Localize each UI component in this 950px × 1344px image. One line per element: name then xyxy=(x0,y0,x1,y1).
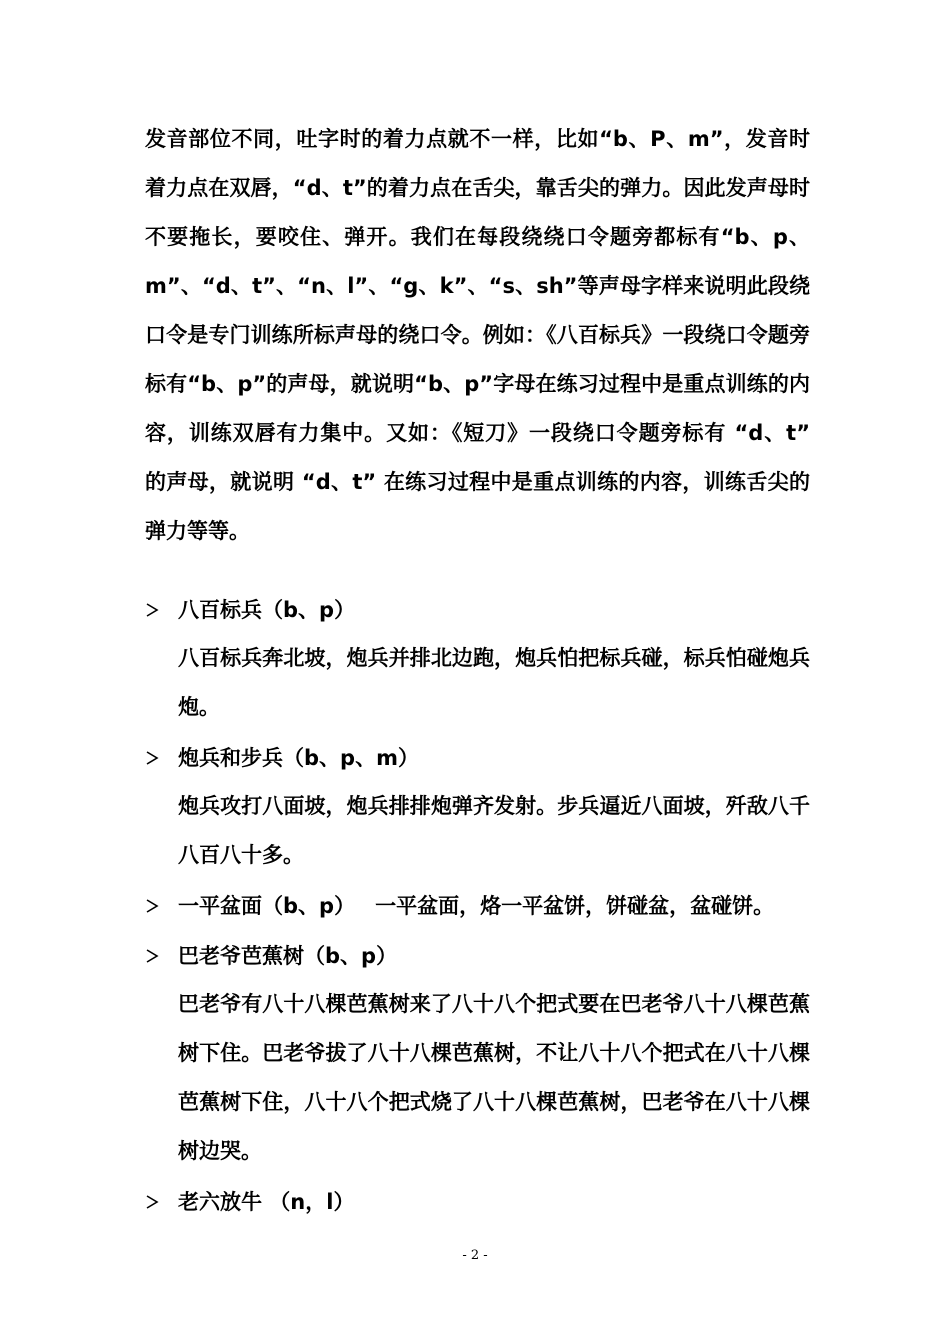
list-item xyxy=(145,586,810,732)
entry-heading xyxy=(145,882,810,930)
arrow-bullet-icon xyxy=(145,949,159,963)
arrow-bullet-icon xyxy=(145,899,159,913)
entry-title: 炮兵和步兵（b、p、m） xyxy=(178,746,419,770)
intro-paragraph: 发音部位不同，吐字时的着力点就不一样，比如“b、P、m”，发音时着力点在双唇，“d、t”的着力点在舌尖，靠舌尖的弹力。因此发声母时不要拖长，要咬住、弹开。我们在每段绕绕口令题旁都标有“b、p、m”、“d、t”、“n、l”、“g、k”、“s、sh”等声母字样来说明此段绕口令是专门训练所标声母的绕口令。例如：《八百标兵》一段绕口令题旁标有“b、p”的声母，就说明“b、p”字母在练习过程中是重点训练的内容，训练双唇有力集中。又如：《短刀》一段绕口令题旁标有 “d、t” 的声母，就说明 “d、t” 在练习过程中是重点训练的内容，训练舌尖的弹力等等。 xyxy=(145,127,810,543)
entry-title: 一平盆面（b、p） xyxy=(178,894,356,918)
entry-inline-body: 一平盆面，烙一平盆饼，饼碰盆，盆碰饼。 xyxy=(375,894,775,918)
entry-body: 八百标兵奔北坡，炮兵并排北边跑，炮兵怕把标兵碰，标兵怕碰炮兵炮。 xyxy=(178,646,810,719)
arrow-bullet-icon xyxy=(145,603,159,617)
entry-heading xyxy=(145,586,810,634)
page-number: - 2 - xyxy=(462,1248,488,1263)
entry-heading xyxy=(145,932,810,980)
entry-body: 炮兵攻打八面坡，炮兵排排炮弹齐发射。步兵逼近八面坡，歼敌八千八百八十多。 xyxy=(178,794,810,867)
entry-heading xyxy=(145,1178,810,1226)
intro-section xyxy=(145,115,810,556)
entry-title: 巴老爷芭蕉树（b、p） xyxy=(178,944,398,968)
arrow-bullet-icon xyxy=(145,1195,159,1209)
tongue-twister-list xyxy=(145,586,810,1228)
list-item xyxy=(145,932,810,1176)
list-item xyxy=(145,882,810,930)
entry-heading xyxy=(145,734,810,782)
arrow-bullet-icon xyxy=(145,751,159,765)
entry-title: 八百标兵（b、p） xyxy=(178,598,356,622)
entry-body: 巴老爷有八十八棵芭蕉树来了八十八个把式要在巴老爷八十八棵芭蕉树下住。巴老爷拔了八十八棵芭蕉树，不让八十八个把式在八十八棵芭蕉树下住，八十八个把式烧了八十八棵芭蕉树，巴老爷在八十八棵树边哭。 xyxy=(178,992,810,1163)
list-item xyxy=(145,734,810,880)
entry-title: 老六放牛 （n，l） xyxy=(178,1190,355,1214)
list-item xyxy=(145,1178,810,1226)
